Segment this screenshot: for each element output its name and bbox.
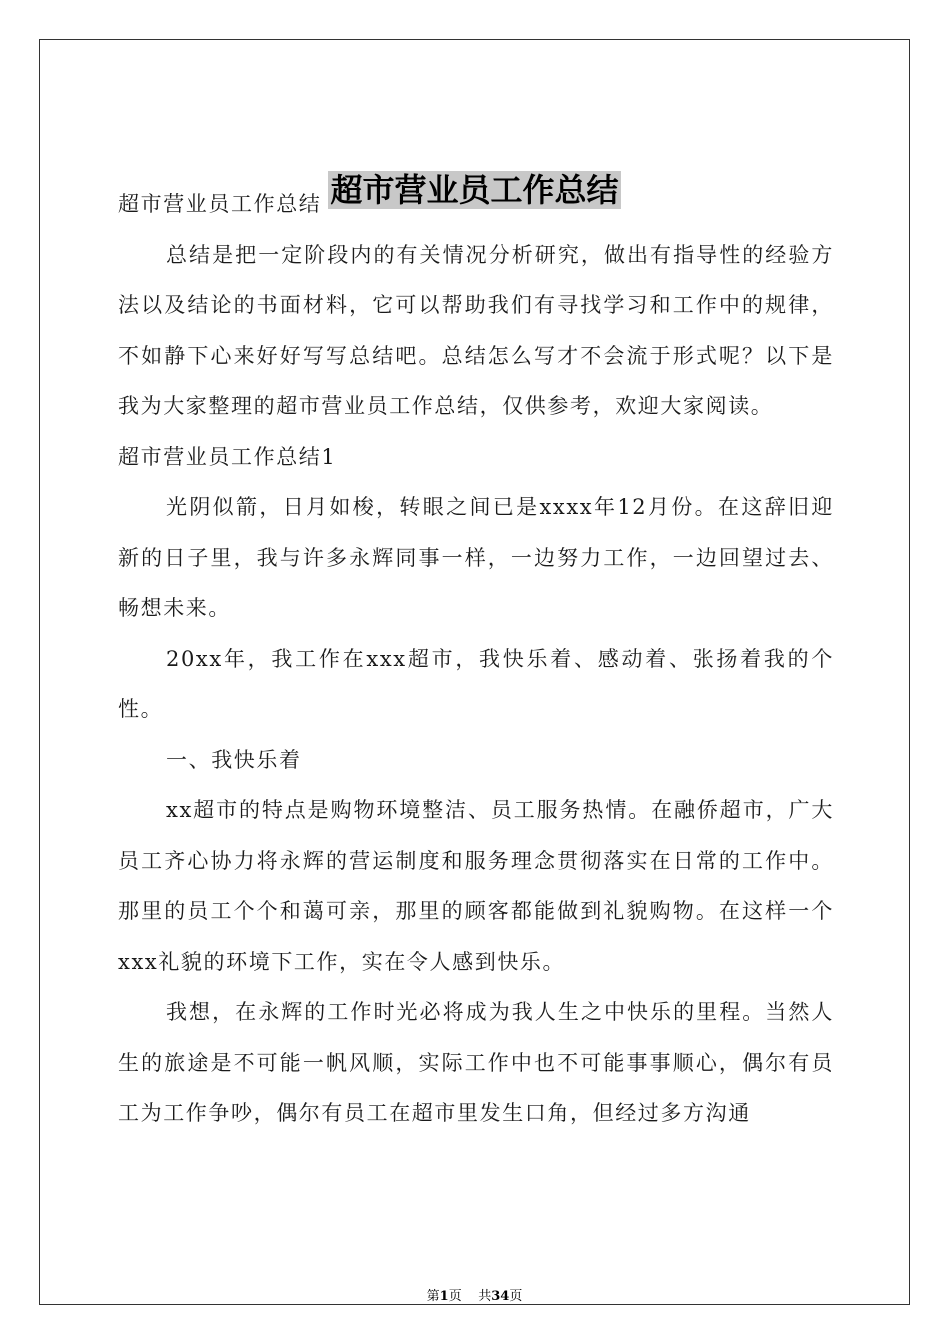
page-total-prefix: 共 xyxy=(478,1289,492,1304)
document-title-text: 超市营业员工作总结 xyxy=(330,171,619,209)
page-number-suffix: 页 xyxy=(448,1289,462,1304)
section-heading: 超市营业员工作总结1 xyxy=(118,444,337,469)
body-paragraph: 光阴似箭，日月如梭，转眼之间已是xxxx年12月份。在这辞旧迎新的日子里，我与许多永辉同事一样，一边努力工作，一边回望过去、畅想未来。 xyxy=(118,495,834,620)
page-number-prefix: 第 xyxy=(426,1289,440,1304)
document-page xyxy=(39,39,910,1305)
page-total: 34 xyxy=(491,1289,510,1304)
document-body xyxy=(118,179,834,1139)
body-paragraph: 20xx年，我工作在xxx超市，我快乐着、感动着、张扬着我的个性。 xyxy=(118,646,834,721)
section-heading: 超市营业员工作总结 xyxy=(118,192,322,216)
subsection-heading: 一、我快乐着 xyxy=(166,747,302,772)
page-footer xyxy=(40,1285,909,1304)
body-paragraph: xx超市的特点是购物环境整洁、员工服务热情。在融侨超市，广大员工齐心协力将永辉的营运制度和服务理念贯彻落实在日常的工作中。那里的员工个个和蔼可亲，那里的顾客都能做到礼貌购物。在这样一个xxx礼貌的环境下工作，实在令人感到快乐。 xyxy=(118,798,834,974)
intro-paragraph: 总结是把一定阶段内的有关情况分析研究，做出有指导性的经验方法以及结论的书面材料，它可以帮助我们有寻找学习和工作中的规律，不如静下心来好好写写总结吧。总结怎么写才不会流于形式呢？以下是我为大家整理的超市营业员工作总结，仅供参考，欢迎大家阅读。 xyxy=(118,242,834,418)
body-paragraph: 我想，在永辉的工作时光必将成为我人生之中快乐的里程。当然人生的旅途是不可能一帆风顺，实际工作中也不可能事事顺心，偶尔有员工为工作争吵，偶尔有员工在超市里发生口角，但经过多方沟通 xyxy=(118,1000,834,1125)
page-number-current: 1 xyxy=(439,1289,449,1304)
page-total-suffix: 页 xyxy=(509,1289,523,1304)
